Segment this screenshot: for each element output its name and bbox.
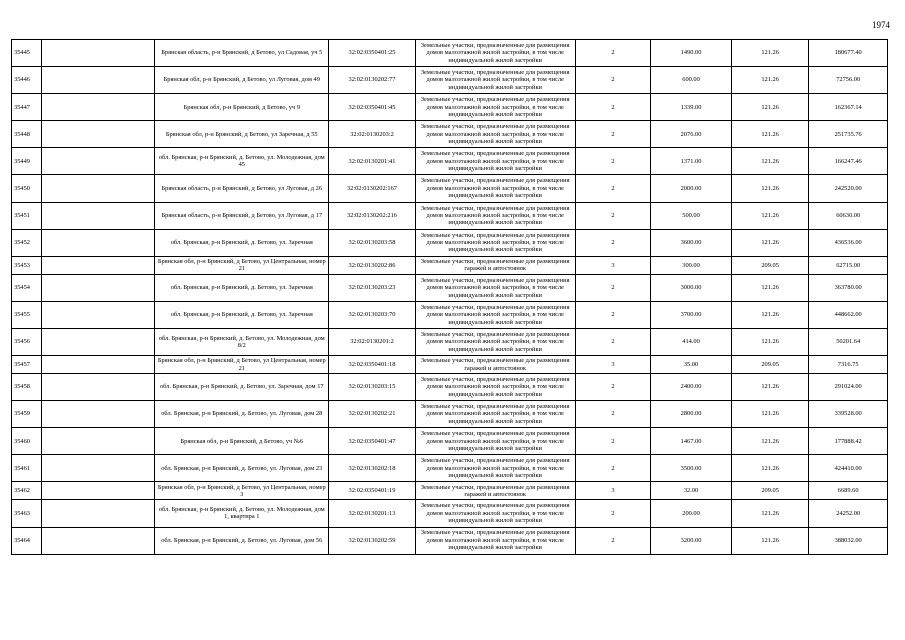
blank-cell (42, 229, 155, 256)
cadastral-number-cell: 32:02:0130202:18 (329, 455, 415, 482)
table-row (12, 301, 888, 328)
cadastral-number-cell: 32:02:0130203:2 (329, 121, 415, 148)
group-cell: 2 (575, 301, 650, 328)
blank-cell (42, 527, 155, 554)
cadastral-number-cell: 32:02:0130203:15 (329, 374, 415, 401)
table-row (12, 374, 888, 401)
blank-cell (42, 328, 155, 355)
row-number: 35460 (12, 428, 42, 455)
cadastral-number-cell: 32:02:0350401:47 (329, 428, 415, 455)
group-cell: 2 (575, 428, 650, 455)
row-number: 35458 (12, 374, 42, 401)
row-number: 35453 (12, 256, 42, 274)
area-cell: 1467.00 (651, 428, 732, 455)
rate-cell: 121.26 (731, 401, 808, 428)
area-cell: 1339.00 (651, 94, 732, 121)
page-number: 1974 (872, 20, 890, 30)
group-cell: 2 (575, 40, 650, 67)
group-cell: 3 (575, 356, 650, 374)
address-cell: Брянская обл, р-н Брянский, д Бетово, ул Центральная, номер 21 (155, 256, 329, 274)
land-use-category-cell: Земельные участки, предназначенные для размещения домов малоэтажной жилой застройки, в том числе индивидуальной жилой застройки (415, 374, 575, 401)
land-use-category-cell: Земельные участки, предназначенные для размещения гаражей и автостоянок (415, 482, 575, 500)
table-row (12, 40, 888, 67)
blank-cell (42, 482, 155, 500)
group-cell: 2 (575, 94, 650, 121)
cadastral-value-cell: 7316.75 (809, 356, 888, 374)
blank-cell (42, 256, 155, 274)
table-row (12, 175, 888, 202)
address-cell: обл. Брянская, р-н Брянский, д. Бетово, ул. Заречная, дом 17 (155, 374, 329, 401)
cadastral-number-cell: 32:02:0130202:167 (329, 175, 415, 202)
group-cell: 2 (575, 328, 650, 355)
table-row (12, 274, 888, 301)
row-number: 35461 (12, 455, 42, 482)
row-number: 35463 (12, 500, 42, 527)
area-cell: 3700.00 (651, 301, 732, 328)
rate-cell: 121.26 (731, 500, 808, 527)
area-cell: 414.00 (651, 328, 732, 355)
address-cell: Брянская обл, р-н Брянский, д Бетово, ул Центральная, номер 3 (155, 482, 329, 500)
table-row (12, 229, 888, 256)
cadastral-number-cell: 32:02:0130201:41 (329, 148, 415, 175)
table-row (12, 401, 888, 428)
area-cell: 200.00 (651, 500, 732, 527)
area-cell: 2000.00 (651, 175, 732, 202)
cadastral-number-cell: 32:02:0130202:86 (329, 256, 415, 274)
table-row (12, 94, 888, 121)
blank-cell (42, 401, 155, 428)
rate-cell: 121.26 (731, 148, 808, 175)
rate-cell: 121.26 (731, 374, 808, 401)
group-cell: 3 (575, 256, 650, 274)
group-cell: 2 (575, 202, 650, 229)
cadastral-number-cell: 32:02:0350401:45 (329, 94, 415, 121)
blank-cell (42, 67, 155, 94)
address-cell: Брянская область, р-н Брянский, д Бетово, ул Луговая, д 26 (155, 175, 329, 202)
group-cell: 2 (575, 527, 650, 554)
row-number: 35456 (12, 328, 42, 355)
address-cell: обл. Брянская, р-н Брянский, д. Бетово, ул. Луговая, дом 23 (155, 455, 329, 482)
cadastral-value-cell: 24252.00 (809, 500, 888, 527)
row-number: 35451 (12, 202, 42, 229)
blank-cell (42, 148, 155, 175)
cadastral-value-cell: 424410.00 (809, 455, 888, 482)
row-number: 35454 (12, 274, 42, 301)
row-number: 35448 (12, 121, 42, 148)
area-cell: 1490.00 (651, 40, 732, 67)
address-cell: обл. Брянская, р-н Брянский, д. Бетово, ул. Заречная (155, 301, 329, 328)
group-cell: 2 (575, 67, 650, 94)
land-use-category-cell: Земельные участки, предназначенные для размещения домов малоэтажной жилой застройки, в том числе индивидуальной жилой застройки (415, 121, 575, 148)
table-row (12, 428, 888, 455)
cadastral-number-cell: 32:02:0350401:18 (329, 356, 415, 374)
cadastral-value-cell: 180677.40 (809, 40, 888, 67)
area-cell: 2400.00 (651, 374, 732, 401)
table-row (12, 328, 888, 355)
table-row (12, 202, 888, 229)
land-use-category-cell: Земельные участки, предназначенные для размещения домов малоэтажной жилой застройки, в том числе индивидуальной жилой застройки (415, 148, 575, 175)
row-number: 35464 (12, 527, 42, 554)
blank-cell (42, 175, 155, 202)
table-row (12, 121, 888, 148)
cadastral-value-cell: 62715.00 (809, 256, 888, 274)
land-use-category-cell: Земельные участки, предназначенные для размещения домов малоэтажной жилой застройки, в том числе индивидуальной жилой застройки (415, 301, 575, 328)
address-cell: обл. Брянская, р-н Брянский, д. Бетово, ул. Луговая, дом 28 (155, 401, 329, 428)
cadastral-number-cell: 32:02:0130201:2 (329, 328, 415, 355)
area-cell: 300.00 (651, 256, 732, 274)
rate-cell: 209.05 (731, 256, 808, 274)
cadastral-value-cell: 388032.00 (809, 527, 888, 554)
rate-cell: 121.26 (731, 428, 808, 455)
rate-cell: 121.26 (731, 328, 808, 355)
rate-cell: 121.26 (731, 527, 808, 554)
row-number: 35446 (12, 67, 42, 94)
address-cell: Брянская обл, р-н Брянский, д Бетово, уч №6 (155, 428, 329, 455)
land-use-category-cell: Земельные участки, предназначенные для размещения домов малоэтажной жилой застройки, в том числе индивидуальной жилой застройки (415, 94, 575, 121)
land-use-category-cell: Земельные участки, предназначенные для размещения домов малоэтажной жилой застройки, в том числе индивидуальной жилой застройки (415, 428, 575, 455)
area-cell: 35.00 (651, 356, 732, 374)
land-use-category-cell: Земельные участки, предназначенные для размещения домов малоэтажной жилой застройки, в том числе индивидуальной жилой застройки (415, 328, 575, 355)
table-row (12, 148, 888, 175)
group-cell: 2 (575, 500, 650, 527)
blank-cell (42, 121, 155, 148)
rate-cell: 121.26 (731, 94, 808, 121)
cadastral-value-cell: 177888.42 (809, 428, 888, 455)
blank-cell (42, 40, 155, 67)
cadastral-number-cell: 32:02:0350401:25 (329, 40, 415, 67)
cadastral-number-cell: 32:02:0130203:70 (329, 301, 415, 328)
table-row (12, 482, 888, 500)
row-number: 35462 (12, 482, 42, 500)
land-registry-table (11, 39, 888, 555)
table-row (12, 256, 888, 274)
table-row (12, 455, 888, 482)
area-cell: 2076.00 (651, 121, 732, 148)
row-number: 35450 (12, 175, 42, 202)
land-use-category-cell: Земельные участки, предназначенные для размещения домов малоэтажной жилой застройки, в том числе индивидуальной жилой застройки (415, 67, 575, 94)
row-number: 35455 (12, 301, 42, 328)
area-cell: 500.00 (651, 202, 732, 229)
group-cell: 2 (575, 229, 650, 256)
area-cell: 1371.00 (651, 148, 732, 175)
row-number: 35457 (12, 356, 42, 374)
cadastral-value-cell: 291024.00 (809, 374, 888, 401)
cadastral-value-cell: 162367.14 (809, 94, 888, 121)
row-number: 35459 (12, 401, 42, 428)
row-number: 35447 (12, 94, 42, 121)
address-cell: обл. Брянская, р-н Брянский, д. Бетово, ул. Луговая, дом 56 (155, 527, 329, 554)
rate-cell: 121.26 (731, 121, 808, 148)
area-cell: 3000.00 (651, 274, 732, 301)
area-cell: 3600.00 (651, 229, 732, 256)
group-cell: 2 (575, 121, 650, 148)
group-cell: 2 (575, 175, 650, 202)
cadastral-number-cell: 32:02:0130203:23 (329, 274, 415, 301)
rate-cell: 121.26 (731, 175, 808, 202)
cadastral-value-cell: 72756.00 (809, 67, 888, 94)
table-row (12, 527, 888, 554)
table-row (12, 67, 888, 94)
land-use-category-cell: Земельные участки, предназначенные для размещения гаражей и автостоянок (415, 356, 575, 374)
land-use-category-cell: Земельные участки, предназначенные для размещения домов малоэтажной жилой застройки, в том числе индивидуальной жилой застройки (415, 455, 575, 482)
rate-cell: 121.26 (731, 229, 808, 256)
cadastral-value-cell: 363780.00 (809, 274, 888, 301)
address-cell: Брянская область, р-н Брянский, д Бетово, ул Луговая, д 17 (155, 202, 329, 229)
blank-cell (42, 94, 155, 121)
area-cell: 2800.00 (651, 401, 732, 428)
blank-cell (42, 428, 155, 455)
blank-cell (42, 374, 155, 401)
address-cell: Брянская обл, р-н Брянский, д Бетово, ул Луговая, дом 49 (155, 67, 329, 94)
blank-cell (42, 455, 155, 482)
cadastral-value-cell: 6689.60 (809, 482, 888, 500)
area-cell: 32.00 (651, 482, 732, 500)
group-cell: 2 (575, 148, 650, 175)
rate-cell: 121.26 (731, 202, 808, 229)
address-cell: Брянская обл, р-н Брянский, д Бетово, уч 9 (155, 94, 329, 121)
group-cell: 2 (575, 401, 650, 428)
cadastral-number-cell: 32:02:0130202:59 (329, 527, 415, 554)
row-number: 35445 (12, 40, 42, 67)
area-cell: 3500.00 (651, 455, 732, 482)
land-use-category-cell: Земельные участки, предназначенные для размещения домов малоэтажной жилой застройки, в том числе индивидуальной жилой застройки (415, 40, 575, 67)
land-use-category-cell: Земельные участки, предназначенные для размещения домов малоэтажной жилой застройки, в том числе индивидуальной жилой застройки (415, 229, 575, 256)
blank-cell (42, 500, 155, 527)
rate-cell: 121.26 (731, 40, 808, 67)
land-use-category-cell: Земельные участки, предназначенные для размещения домов малоэтажной жилой застройки, в том числе индивидуальной жилой застройки (415, 175, 575, 202)
cadastral-number-cell: 32:02:0350401:19 (329, 482, 415, 500)
blank-cell (42, 274, 155, 301)
group-cell: 3 (575, 482, 650, 500)
address-cell: обл. Брянская, р-н Брянский, д. Бетово, ул. Молодежная, дом 45 (155, 148, 329, 175)
rate-cell: 209.05 (731, 356, 808, 374)
table-body (12, 40, 888, 555)
address-cell: Брянская обл, р-н Брянский, д Бетово, ул Центральная, номер 21 (155, 356, 329, 374)
group-cell: 2 (575, 374, 650, 401)
rate-cell: 121.26 (731, 67, 808, 94)
rate-cell: 121.26 (731, 301, 808, 328)
land-use-category-cell: Земельные участки, предназначенные для размещения домов малоэтажной жилой застройки, в том числе индивидуальной жилой застройки (415, 202, 575, 229)
address-cell: обл. Брянская, р-н Брянский, д. Бетово, ул. Заречная (155, 229, 329, 256)
address-cell: обл. Брянская, р-н Брянский, д. Бетово, ул. Заречная (155, 274, 329, 301)
cadastral-value-cell: 448662.00 (809, 301, 888, 328)
rate-cell: 121.26 (731, 274, 808, 301)
area-cell: 600.00 (651, 67, 732, 94)
blank-cell (42, 202, 155, 229)
cadastral-number-cell: 32:02:0130202:216 (329, 202, 415, 229)
cadastral-number-cell: 32:02:0130202:21 (329, 401, 415, 428)
cadastral-value-cell: 339528.00 (809, 401, 888, 428)
land-use-category-cell: Земельные участки, предназначенные для размещения домов малоэтажной жилой застройки, в том числе индивидуальной жилой застройки (415, 500, 575, 527)
group-cell: 2 (575, 455, 650, 482)
blank-cell (42, 356, 155, 374)
cadastral-number-cell: 32:02:0130201:13 (329, 500, 415, 527)
address-cell: обл. Брянская, р-н Брянский, д. Бетово, ул. Молодежная, дом 8/2 (155, 328, 329, 355)
table-row (12, 500, 888, 527)
rate-cell: 121.26 (731, 455, 808, 482)
table-row (12, 356, 888, 374)
address-cell: обл. Брянская, р-н Брянский, д. Бетово, ул. Молодежная, дом 1, квартира 1 (155, 500, 329, 527)
cadastral-value-cell: 166247.46 (809, 148, 888, 175)
row-number: 35452 (12, 229, 42, 256)
address-cell: Брянская область, р-н Брянский, д Бетово, ул Садовая, уч 5 (155, 40, 329, 67)
cadastral-value-cell: 251735.76 (809, 121, 888, 148)
land-use-category-cell: Земельные участки, предназначенные для размещения домов малоэтажной жилой застройки, в том числе индивидуальной жилой застройки (415, 527, 575, 554)
area-cell: 3200.00 (651, 527, 732, 554)
land-use-category-cell: Земельные участки, предназначенные для размещения гаражей и автостоянок (415, 256, 575, 274)
rate-cell: 209.05 (731, 482, 808, 500)
cadastral-value-cell: 60630.00 (809, 202, 888, 229)
row-number: 35449 (12, 148, 42, 175)
blank-cell (42, 301, 155, 328)
cadastral-number-cell: 32:02:0130202:77 (329, 67, 415, 94)
cadastral-value-cell: 242520.00 (809, 175, 888, 202)
land-use-category-cell: Земельные участки, предназначенные для размещения домов малоэтажной жилой застройки, в том числе индивидуальной жилой застройки (415, 401, 575, 428)
group-cell: 2 (575, 274, 650, 301)
address-cell: Брянская обл, р-н Брянский, д Бетово, ул Заречная, д 55 (155, 121, 329, 148)
land-use-category-cell: Земельные участки, предназначенные для размещения домов малоэтажной жилой застройки, в том числе индивидуальной жилой застройки (415, 274, 575, 301)
cadastral-number-cell: 32:02:0130203:58 (329, 229, 415, 256)
cadastral-value-cell: 50201.64 (809, 328, 888, 355)
cadastral-value-cell: 436536.00 (809, 229, 888, 256)
